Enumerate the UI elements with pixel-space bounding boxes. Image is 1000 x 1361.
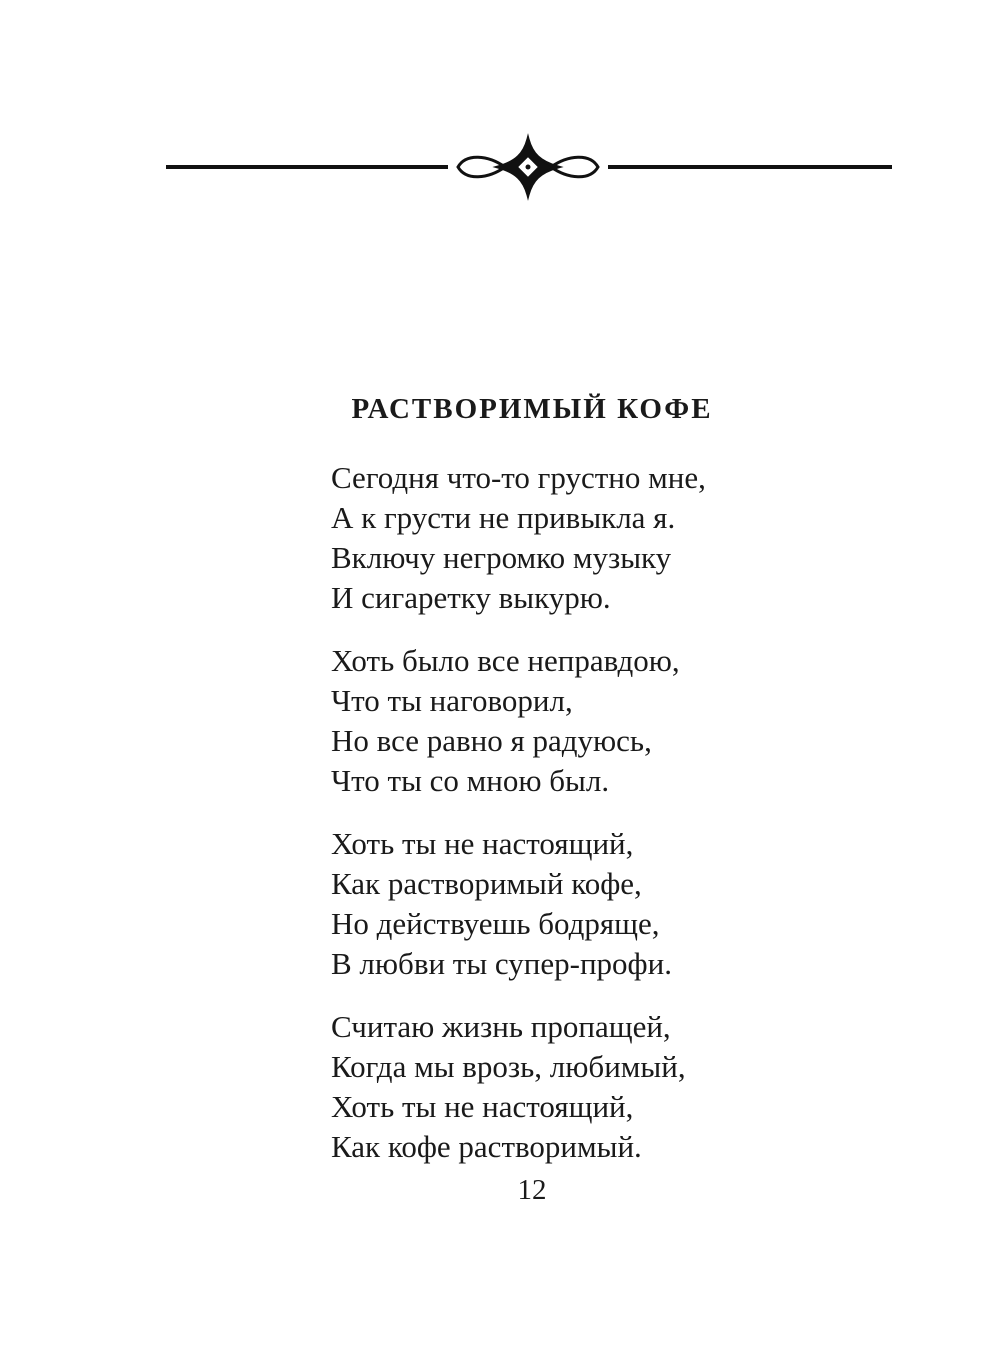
poem-line: Сегодня что-то грустно мне, bbox=[331, 460, 706, 495]
poem-line: Когда мы врозь, любимый, bbox=[331, 1049, 686, 1084]
poem-title: РАСТВОРИМЫЙ КОФЕ bbox=[351, 393, 713, 425]
poem-line: Хоть ты не настоящий, bbox=[331, 826, 634, 861]
poem-line: Включу негромко музыку bbox=[331, 540, 672, 575]
stanza bbox=[331, 824, 891, 984]
header-ornament bbox=[0, 0, 1000, 340]
poem-line: Как растворимый кофе, bbox=[331, 866, 642, 901]
poem-line: Что ты наговорил, bbox=[331, 683, 573, 718]
diamond-flourish-icon bbox=[458, 139, 598, 195]
page-number: 12 bbox=[517, 1174, 547, 1206]
poem-line: Что ты со мною был. bbox=[331, 763, 610, 798]
stanza bbox=[331, 641, 891, 801]
poem-body bbox=[331, 458, 891, 1190]
poem-line: Но действуешь бодряще, bbox=[331, 906, 660, 941]
poem-line: В любви ты супер-профи. bbox=[331, 946, 672, 981]
poem-line: Хоть было все неправдою, bbox=[331, 643, 680, 678]
poem-line: Как кофе растворимый. bbox=[331, 1129, 642, 1164]
poem-line: Считаю жизнь пропащей, bbox=[331, 1009, 671, 1044]
poem-line: Хоть ты не настоящий, bbox=[331, 1089, 634, 1124]
poem-line: Но все равно я радуюсь, bbox=[331, 723, 652, 758]
stanza bbox=[331, 458, 891, 618]
stanza bbox=[331, 1007, 891, 1167]
poem-line: И сигаретку выкурю. bbox=[331, 580, 611, 615]
poem-line: А к грусти не привыкла я. bbox=[331, 500, 676, 535]
